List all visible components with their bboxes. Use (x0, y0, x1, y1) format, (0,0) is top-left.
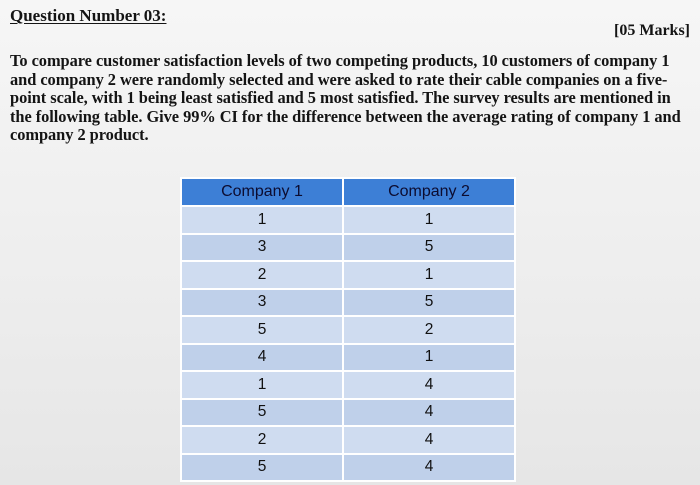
table-row (181, 206, 515, 234)
table-header-row (181, 178, 515, 206)
table-cell: 1 (181, 371, 343, 399)
ratings-table (180, 177, 516, 482)
table-cell: 5 (181, 316, 343, 344)
table-cell: 2 (181, 426, 343, 454)
table-cell: 3 (181, 234, 343, 262)
table-row (181, 344, 515, 372)
table-cell: 5 (343, 234, 515, 262)
table-cell: 5 (343, 289, 515, 317)
table-cell: 4 (343, 454, 515, 482)
table-cell: 4 (343, 399, 515, 427)
table-cell: 4 (343, 371, 515, 399)
marks-label: [05 Marks] (614, 22, 690, 39)
table-cell: 2 (343, 316, 515, 344)
table-row (181, 316, 515, 344)
column-header-company-2: Company 2 (343, 178, 515, 206)
table-cell: 1 (343, 344, 515, 372)
table-row (181, 399, 515, 427)
table-row (181, 426, 515, 454)
table-row (181, 454, 515, 482)
problem-text: To compare customer satisfaction levels of two competing products, 10 customers of company 1 and company 2 were randomly selected and were asked to rate their cable companies on a five-point scale, with 1 being least satisfied and 5 most satisfied. The survey results are mentioned in the following table. Give 99% CI for the difference between the average rating of company 1 and company 2 product. (10, 51, 681, 145)
table-cell: 4 (181, 344, 343, 372)
table-cell: 5 (181, 399, 343, 427)
table-row (181, 289, 515, 317)
table-cell: 1 (343, 261, 515, 289)
table-cell: 3 (181, 289, 343, 317)
table-row (181, 261, 515, 289)
column-header-company-1: Company 1 (181, 178, 343, 206)
table-cell: 1 (343, 206, 515, 234)
table-row (181, 234, 515, 262)
table-cell: 1 (181, 206, 343, 234)
table-cell: 5 (181, 454, 343, 482)
table-row (181, 371, 515, 399)
table-cell: 2 (181, 261, 343, 289)
table-cell: 4 (343, 426, 515, 454)
question-title: Question Number 03: (10, 6, 167, 25)
